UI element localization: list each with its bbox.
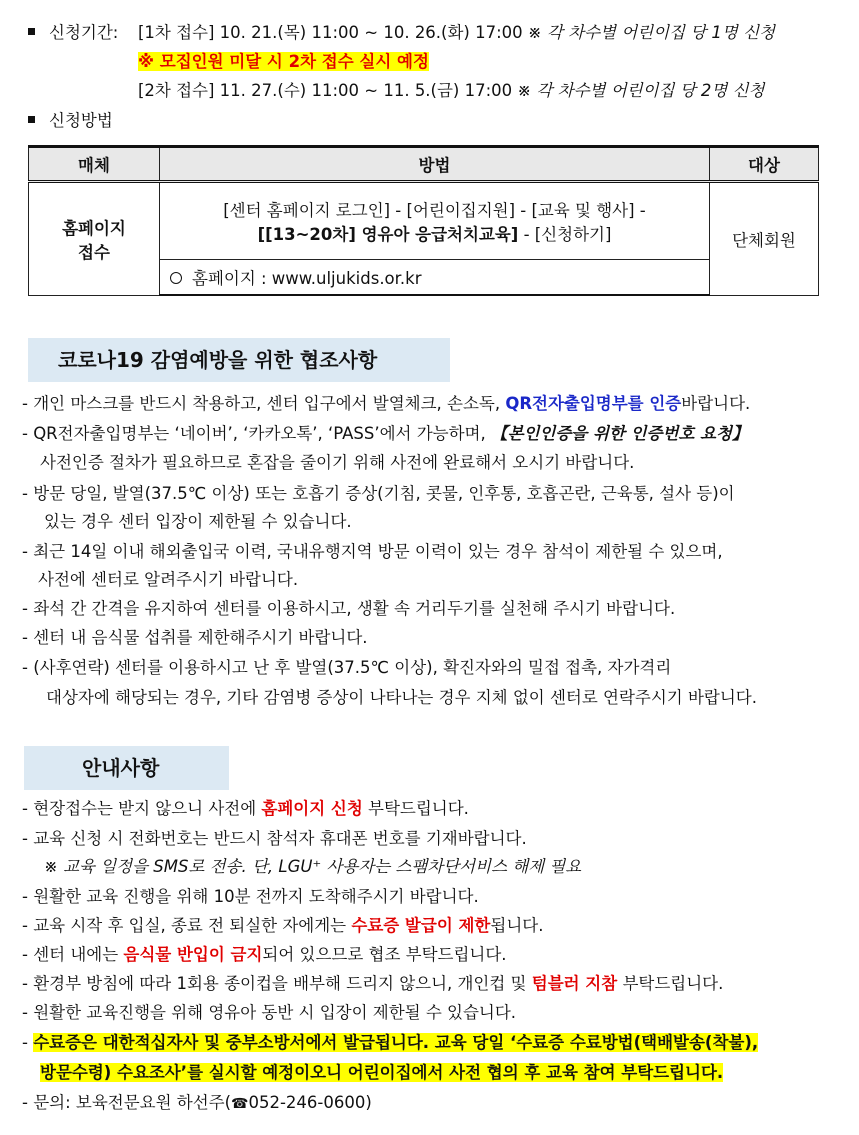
guide-4-text: - 교육 시작 후 입실, 종료 전 퇴실한 자에게는	[22, 916, 352, 935]
steps-course: [[13~20차] 영유아 응급처치교육]	[257, 225, 519, 244]
period-notice	[138, 51, 429, 73]
guide-item-7: - 원활한 교육진행을 위해 영유아 동반 시 입장이 제한될 수 있습니다.	[22, 1003, 517, 1022]
table-header-row	[29, 147, 819, 182]
guide-item-8-cont	[40, 1062, 723, 1084]
square-bullet-icon	[28, 116, 35, 123]
round2-text: [2차 접수] 11. 27.(수) 11:00 ~ 11. 5.(금) 17:00	[138, 81, 513, 100]
notice-text: ※ 모집인원 미달 시 2차 접수 실시 예정	[138, 52, 429, 71]
medium-line2: 접수	[78, 242, 110, 262]
covid-2-highlight: 【본인인증을 위한 인증번호 요청】	[491, 424, 749, 443]
guide-6-highlight: 텀블러 지참	[531, 974, 618, 993]
method-label-row	[28, 110, 113, 132]
guide-item-3: - 원활한 교육 진행을 위해 10분 전까지 도착해주시기 바랍니다.	[22, 887, 479, 906]
guide-item-1	[22, 798, 469, 820]
covid-1-text: - 개인 마스크를 반드시 착용하고, 센터 입구에서 발열체크, 손소독,	[22, 394, 506, 413]
covid-section-title: 코로나19 감염예방을 위한 협조사항	[28, 338, 450, 382]
covid-2-text: - QR전자출입명부는 ‘네이버’, ‘카카오톡’, ‘PASS’에서 가능하며,	[22, 424, 491, 443]
covid-item-6: - 센터 내 음식물 섭취를 제한해주시기 바랍니다.	[22, 628, 368, 647]
period-round2	[138, 80, 764, 102]
covid-item-5: - 좌석 간 간격을 유지하여 센터를 이용하시고, 생활 속 거리두기를 실천해 주시기 바랍니다.	[22, 599, 676, 618]
phone-icon: ☎	[231, 1096, 249, 1112]
guide-item-2-note: ※ 교육 일정을 SMS로 전송. 단, LGU⁺ 사용자는 스팸차단서비스 해제 필요	[44, 857, 582, 876]
guide-6-tail: 부탁드립니다.	[617, 974, 724, 993]
guide-6-text: - 환경부 방침에 따라 1회용 종이컵을 배부해 드리지 않으니, 개인컵 및	[22, 974, 532, 993]
guide-section-title: 안내사항	[24, 746, 229, 790]
guide-9-text: - 문의: 보육전문요원 하선주(	[22, 1093, 232, 1112]
steps-tail: - [신청하기]	[518, 225, 612, 244]
table-row	[29, 182, 819, 260]
covid-item-1	[22, 393, 750, 415]
round2-note: ※ 각 차수별 어린이집 당 2명 신청	[517, 81, 765, 100]
covid-item-3-cont: 있는 경우 센터 입장이 제한될 수 있습니다.	[44, 512, 352, 531]
contact-phone: 052-246-0600	[248, 1093, 366, 1112]
guide-1-highlight: 홈페이지 신청	[261, 799, 363, 818]
guide-4-highlight: 수료증 발급이 제한	[351, 916, 491, 935]
steps-line1: [센터 홈페이지 로그인] - [어린이집지원] - [교육 및 행사] -	[223, 201, 646, 220]
method-label: 신청방법	[49, 111, 113, 130]
covid-1-highlight: QR전자출입명부를 인증	[505, 394, 682, 413]
homepage-cell	[160, 260, 710, 296]
guide-1-tail: 부탁드립니다.	[362, 799, 469, 818]
guide-item-6	[22, 973, 723, 995]
guide-item-4	[22, 915, 543, 937]
guide-5-tail: 되어 있으므로 협조 부탁드립니다.	[262, 945, 507, 964]
covid-item-4: - 최근 14일 이내 해외출입국 이력, 국내유행지역 방문 이력이 있는 경우 참석이 제한될 수 있으며,	[22, 542, 723, 561]
guide-9-tail: )	[365, 1093, 372, 1112]
covid-item-2-cont: 사전인증 절차가 필요하므로 혼잡을 줄이기 위해 사전에 완료해서 오시기 바랍니다.	[40, 453, 635, 472]
period-label: 신청기간:	[49, 23, 119, 42]
covid-item-2	[22, 423, 748, 445]
guide-5-highlight: 음식물 반입이 금지	[123, 945, 263, 964]
guide-4-tail: 됩니다.	[490, 916, 544, 935]
covid-1-tail: 바랍니다.	[681, 394, 751, 413]
round1-note: ※ 각 차수별 어린이집 당 1명 신청	[527, 23, 775, 42]
homepage-url[interactable]: 홈페이지 : www.uljukids.or.kr	[192, 269, 422, 288]
covid-item-3: - 방문 당일, 발열(37.5℃ 이상) 또는 호흡기 증상(기침, 콧물, 인후통, 호흡곤란, 근육통, 설사 등)이	[22, 484, 735, 503]
guide-item-9	[22, 1092, 372, 1115]
target-cell: 단체회원	[710, 182, 819, 296]
period-round1	[138, 22, 775, 44]
square-bullet-icon	[28, 28, 35, 35]
guide-5-text: - 센터 내에는	[22, 945, 124, 964]
application-table	[28, 145, 819, 296]
guide-8-highlight-cont: 방문수령) 수요조사’를 실시할 예정이오니 어린이집에서 사전 협의 후 교육 참여 부탁드립니다.	[40, 1063, 724, 1082]
medium-cell	[29, 182, 160, 296]
covid-item-7: - (사후연락) 센터를 이용하시고 난 후 발열(37.5℃ 이상), 확진자와의 밀접 접촉, 자가격리	[22, 658, 672, 677]
medium-line1: 홈페이지	[62, 218, 126, 238]
guide-8-highlight: 수료증은 대한적십자사 및 중부소방서에서 발급됩니다. 교육 당일 ‘수료증 수료방법(택배발송(착불),	[33, 1033, 759, 1052]
header-target: 대상	[710, 147, 819, 182]
method-steps-cell	[160, 182, 710, 260]
guide-1-text: - 현장접수는 받지 않으니 사전에	[22, 799, 262, 818]
period-row-1	[28, 22, 118, 44]
circle-bullet-icon	[170, 272, 182, 284]
round1-text: [1차 접수] 10. 21.(목) 11:00 ~ 10. 26.(화) 17:00	[138, 23, 523, 42]
header-method: 방법	[160, 147, 710, 182]
covid-item-7-cont: 대상자에 해당되는 경우, 기타 감염병 증상이 나타나는 경우 지체 없이 센터로 연락주시기 바랍니다.	[46, 688, 757, 707]
guide-item-2: - 교육 신청 시 전화번호는 반드시 참석자 휴대폰 번호를 기재바랍니다.	[22, 829, 527, 848]
guide-item-5	[22, 944, 507, 966]
guide-item-8: - 수료증은 대한적십자사 및 중부소방서에서 발급됩니다. 교육 당일 ‘수료증 수료방법(택배발송(착불),	[22, 1033, 759, 1052]
covid-item-4-cont: 사전에 센터로 알려주시기 바랍니다.	[38, 570, 299, 589]
header-medium: 매체	[29, 147, 160, 182]
